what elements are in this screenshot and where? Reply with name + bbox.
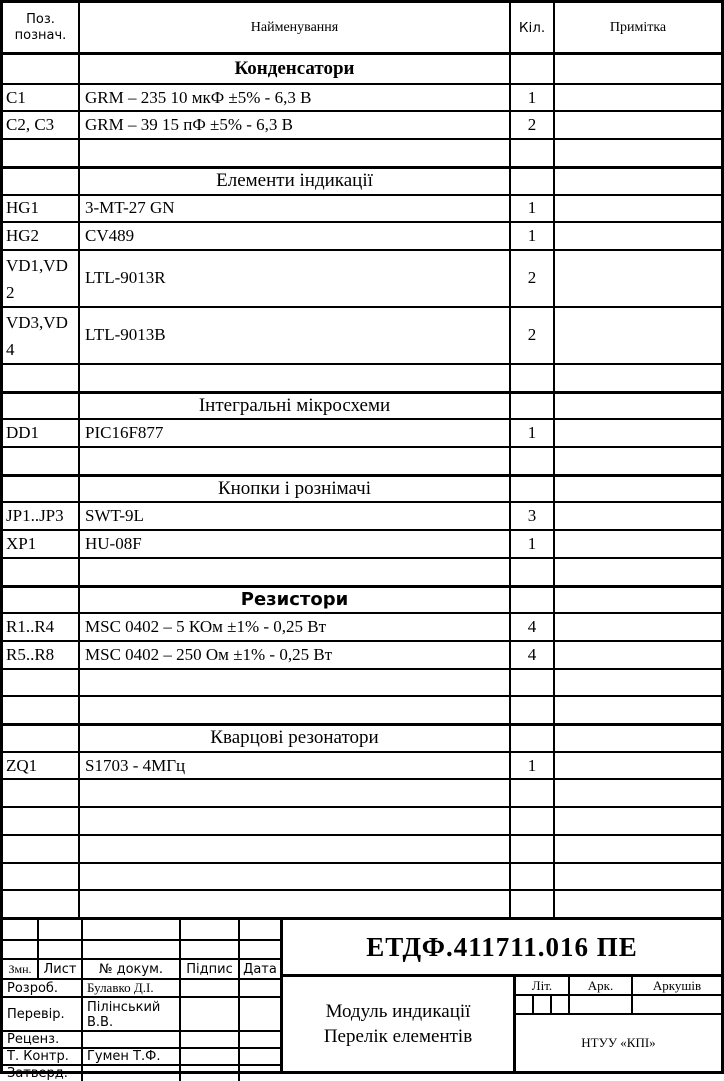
document-code: ЕТДФ.411711.016 ПЕ	[283, 920, 721, 977]
name-cell: CV489	[80, 221, 511, 249]
qty-cell	[511, 695, 555, 723]
filler-cell	[240, 939, 280, 958]
section-title-cell: Конденсатори	[80, 55, 511, 83]
note-cell	[555, 363, 721, 391]
qty-cell	[511, 889, 555, 917]
empty-pos-cell	[3, 585, 80, 613]
qty-cell	[511, 806, 555, 834]
col-label-list: Лист	[39, 958, 83, 978]
filler-cell	[181, 939, 240, 958]
role-label: Розроб.	[3, 978, 83, 996]
sheets-cell	[633, 996, 721, 1013]
lit-cell	[516, 996, 534, 1013]
name-cell	[80, 778, 511, 806]
filler-cell	[39, 939, 83, 958]
filler-cell	[3, 939, 39, 958]
col-label-date: Дата	[240, 958, 280, 978]
name-cell: 3-MT-27 GN	[80, 194, 511, 222]
empty-pos-cell	[3, 695, 80, 723]
signature-cell	[181, 978, 240, 996]
name-cell: GRM – 235 10 мкФ ±5% - 6,3 В	[80, 83, 511, 111]
pos-cell: DD1	[3, 418, 80, 446]
note-cell	[555, 557, 721, 585]
empty-pos-cell	[3, 557, 80, 585]
lit-label: Літ.	[516, 977, 570, 996]
note-cell	[555, 501, 721, 529]
name-cell	[80, 889, 511, 917]
pos-cell: XP1	[3, 529, 80, 557]
note-cell	[555, 474, 721, 502]
section-title-cell: Резистори	[80, 585, 511, 613]
empty-pos-cell	[3, 862, 80, 890]
note-cell	[555, 695, 721, 723]
qty-cell	[511, 138, 555, 166]
title-block-bottom	[283, 977, 721, 1071]
note-cell	[555, 221, 721, 249]
lit-cell	[552, 996, 570, 1013]
date-cell	[240, 1047, 280, 1064]
name-cell	[80, 446, 511, 474]
col-label-doc-num: № докум.	[83, 958, 181, 978]
role-name	[83, 1030, 181, 1047]
role-label: Т. Контр.	[3, 1047, 83, 1064]
section-title-cell: Кнопки і рознімачі	[80, 474, 511, 502]
empty-pos-cell	[3, 446, 80, 474]
note-cell	[555, 612, 721, 640]
document-title-line2: Перелік елементів	[323, 1026, 473, 1047]
qty-cell	[511, 391, 555, 419]
note-cell	[555, 249, 721, 306]
role-name: Пілінський В.В.	[83, 996, 181, 1030]
qty-cell	[511, 834, 555, 862]
qty-cell: 1	[511, 529, 555, 557]
name-cell	[80, 557, 511, 585]
note-cell	[555, 640, 721, 668]
note-cell	[555, 834, 721, 862]
empty-pos-cell	[3, 474, 80, 502]
date-cell	[240, 978, 280, 996]
empty-pos-cell	[3, 806, 80, 834]
role-name: Гумен Т.Ф.	[83, 1047, 181, 1064]
name-cell: LTL-9013R	[80, 249, 511, 306]
qty-cell: 2	[511, 110, 555, 138]
pos-cell: HG1	[3, 194, 80, 222]
name-cell	[80, 138, 511, 166]
pos-cell: JP1..JP3	[3, 501, 80, 529]
name-cell: LTL-9013B	[80, 306, 511, 363]
name-cell	[80, 363, 511, 391]
empty-pos-cell	[3, 138, 80, 166]
signature-cell	[181, 1030, 240, 1047]
filler-cell	[83, 920, 181, 939]
org-block	[516, 977, 721, 1071]
qty-cell: 3	[511, 501, 555, 529]
qty-cell: 2	[511, 306, 555, 363]
name-cell	[80, 862, 511, 890]
name-cell: GRM – 39 15 пФ ±5% - 6,3 В	[80, 110, 511, 138]
name-cell: HU-08F	[80, 529, 511, 557]
note-cell	[555, 110, 721, 138]
title-block-left	[3, 920, 283, 1081]
filler-cell	[83, 939, 181, 958]
table-header-row	[3, 3, 721, 55]
note-cell	[555, 806, 721, 834]
pos-cell: VD1,VD 2	[3, 249, 80, 306]
table-header-qty: Кіл.	[511, 3, 555, 52]
empty-pos-cell	[3, 889, 80, 917]
sheet-cell	[570, 996, 633, 1013]
qty-cell: 1	[511, 194, 555, 222]
name-cell: S1703 - 4МГц	[80, 751, 511, 779]
table-body	[3, 55, 721, 917]
qty-cell	[511, 474, 555, 502]
pos-cell: HG2	[3, 221, 80, 249]
empty-pos-cell	[3, 391, 80, 419]
filler-cell	[39, 920, 83, 939]
table-header-pos: Поз. познач.	[3, 3, 80, 52]
note-cell	[555, 55, 721, 83]
organization-name: НТУУ «КПІ»	[516, 1013, 721, 1071]
note-cell	[555, 138, 721, 166]
date-cell	[240, 1064, 280, 1081]
name-cell: PIC16F877	[80, 418, 511, 446]
role-label: Перевір.	[3, 996, 83, 1030]
note-cell	[555, 194, 721, 222]
empty-pos-cell	[3, 55, 80, 83]
table-header-name: Найменування	[80, 3, 511, 52]
name-cell	[80, 806, 511, 834]
qty-cell	[511, 668, 555, 696]
table-header-note: Примітка	[609, 19, 667, 35]
pos-cell: R5..R8	[3, 640, 80, 668]
name-cell	[80, 834, 511, 862]
empty-pos-cell	[3, 668, 80, 696]
sheet-label: Арк.	[570, 977, 633, 996]
role-name: Булавко Д.І.	[83, 978, 181, 996]
filler-cell	[181, 920, 240, 939]
date-cell	[240, 996, 280, 1030]
name-cell: MSC 0402 – 5 КОм ±1% - 0,25 Вт	[80, 612, 511, 640]
note-cell	[555, 862, 721, 890]
lit-cell	[534, 996, 552, 1013]
qty-cell	[511, 446, 555, 474]
note-cell	[555, 529, 721, 557]
qty-cell: 4	[511, 612, 555, 640]
note-cell	[555, 166, 721, 194]
filler-cell	[3, 920, 39, 939]
section-title-cell: Інтегральні мікросхеми	[80, 391, 511, 419]
qty-cell	[511, 723, 555, 751]
name-cell: SWT-9L	[80, 501, 511, 529]
section-title-cell: Елементи індикації	[80, 166, 511, 194]
qty-cell	[511, 166, 555, 194]
document-title-line1: Модуль индикації	[325, 1001, 471, 1022]
note-cell	[555, 83, 721, 111]
qty-cell	[511, 363, 555, 391]
document-title	[283, 977, 516, 1071]
note-cell	[555, 585, 721, 613]
name-cell	[80, 695, 511, 723]
qty-cell: 1	[511, 418, 555, 446]
section-title-cell: Кварцові резонатори	[80, 723, 511, 751]
role-name	[83, 1064, 181, 1081]
qty-cell	[511, 557, 555, 585]
note-cell	[555, 391, 721, 419]
qty-cell: 1	[511, 751, 555, 779]
signature-cell	[181, 1047, 240, 1064]
qty-cell: 1	[511, 83, 555, 111]
signature-cell	[181, 1064, 240, 1081]
title-block-right	[283, 920, 721, 1071]
note-cell	[555, 723, 721, 751]
qty-cell	[511, 55, 555, 83]
pos-cell: R1..R4	[3, 612, 80, 640]
empty-pos-cell	[3, 363, 80, 391]
role-label: Затверд.	[3, 1064, 83, 1081]
qty-cell: 2	[511, 249, 555, 306]
title-block	[3, 917, 721, 1081]
pos-cell: C2, C3	[3, 110, 80, 138]
signature-cell	[181, 996, 240, 1030]
date-cell	[240, 1030, 280, 1047]
qty-cell: 1	[511, 221, 555, 249]
note-cell	[555, 751, 721, 779]
note-cell	[555, 446, 721, 474]
qty-cell	[511, 585, 555, 613]
empty-pos-cell	[3, 778, 80, 806]
qty-cell	[511, 778, 555, 806]
filler-cell	[240, 920, 280, 939]
empty-pos-cell	[3, 834, 80, 862]
name-cell: MSC 0402 – 250 Ом ±1% - 0,25 Вт	[80, 640, 511, 668]
qty-cell	[511, 862, 555, 890]
col-label-signature: Підпис	[181, 958, 240, 978]
name-cell	[80, 668, 511, 696]
note-cell	[555, 306, 721, 363]
empty-pos-cell	[3, 723, 80, 751]
note-cell	[555, 889, 721, 917]
empty-pos-cell	[3, 166, 80, 194]
pos-cell: VD3,VD 4	[3, 306, 80, 363]
note-cell	[555, 778, 721, 806]
pos-cell: C1	[3, 83, 80, 111]
qty-cell: 4	[511, 640, 555, 668]
role-label: Реценз.	[3, 1030, 83, 1047]
col-label-zmn: Змн.	[3, 958, 39, 978]
note-cell	[555, 668, 721, 696]
pos-cell: ZQ1	[3, 751, 80, 779]
note-cell	[555, 418, 721, 446]
sheets-label: Аркушів	[633, 977, 721, 996]
